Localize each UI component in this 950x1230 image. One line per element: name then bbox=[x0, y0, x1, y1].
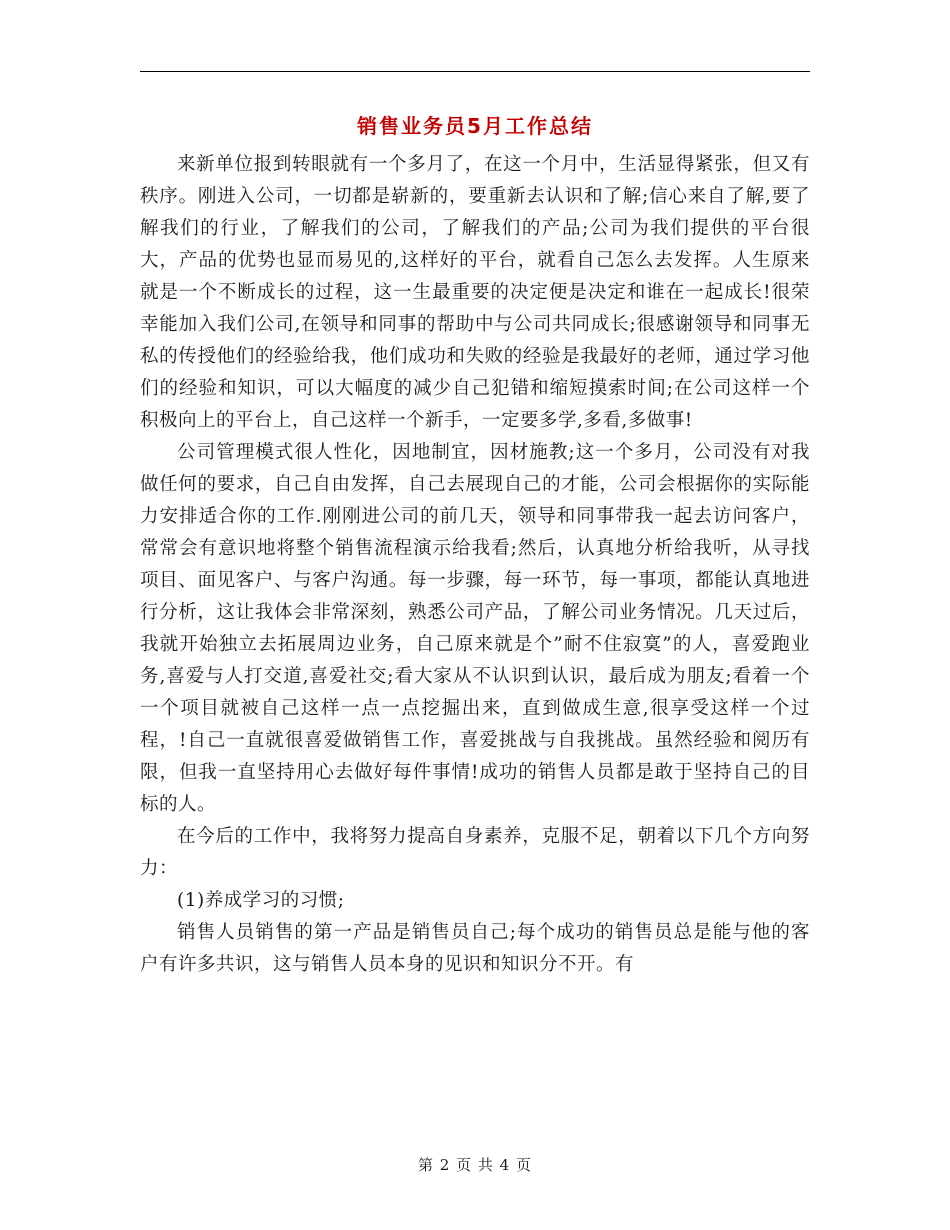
body-paragraph: 来新单位报到转眼就有一个多月了，在这一个月中，生活显得紧张，但又有秩序。刚进入公司，一切都是崭新的，要重新去认识和了解;信心来自了解,要了解我们的行业，了解我们的公司，了解我们的产品;公司为我们提供的平台很大，产品的优势也显而易见的,这样好的平台，就看自己怎么去发挥。人生原来就是一个不断成长的过程，这一生最重要的决定便是决定和谁在一起成长!很荣幸能加入我们公司,在领导和同事的帮助中与公司共同成长;很感谢领导和同事无私的传授他们的经验给我，他们成功和失败的经验是我最好的老师，通过学习他们的经验和知识，可以大幅度的减少自己犯错和缩短摸索时间;在公司这样一个积极向上的平台上，自己这样一个新手，一定要多学,多看,多做事! bbox=[140, 154, 810, 431]
document-body bbox=[140, 149, 810, 981]
header-rule bbox=[140, 71, 810, 72]
body-paragraph: 在今后的工作中，我将努力提高自身素养，克服不足，朝着以下几个方向努力： bbox=[140, 826, 810, 879]
page-number: 第 2 页 共 4 页 bbox=[418, 1156, 532, 1174]
document-title: 销售业务员5月工作总结 bbox=[357, 114, 593, 138]
body-paragraph: (1)养成学习的习惯; bbox=[177, 890, 345, 911]
body-paragraph: 公司管理模式很人性化，因地制宜，因材施教;这一个多月，公司没有对我做任何的要求，自己自由发挥，自己去展现自己的才能，公司会根据你的实际能力安排适合你的工作.刚刚进公司的前几天，领导和同事带我一起去访问客户，常常会有意识地将整个销售流程演示给我看;然后，认真地分析给我听，从寻找项目、面见客户、与客户沟通。每一步骤，每一环节，每一事项，都能认真地进行分析，这让我体会非常深刻，熟悉公司产品，了解公司业务情况。几天过后，我就开始独立去拓展周边业务，自己原来就是个”耐不住寂寞”的人，喜爱跑业务,喜爱与人打交道,喜爱社交;看大家从不认识到认识，最后成为朋友;看着一个一个项目就被自己这样一点一点挖掘出来，直到做成生意,很享受这样一个过程，!自己一直就很喜爱做销售工作，喜爱挑战与自我挑战。虽然经验和阅历有限，但我一直坚持用心去做好每件事情!成功的销售人员都是敢于坚持自己的目标的人。 bbox=[140, 442, 810, 815]
body-paragraph: 销售人员销售的第一产品是销售员自己;每个成功的销售员总是能与他的客户有许多共识，这与销售人员本身的见识和知识分不开。有 bbox=[140, 922, 810, 975]
